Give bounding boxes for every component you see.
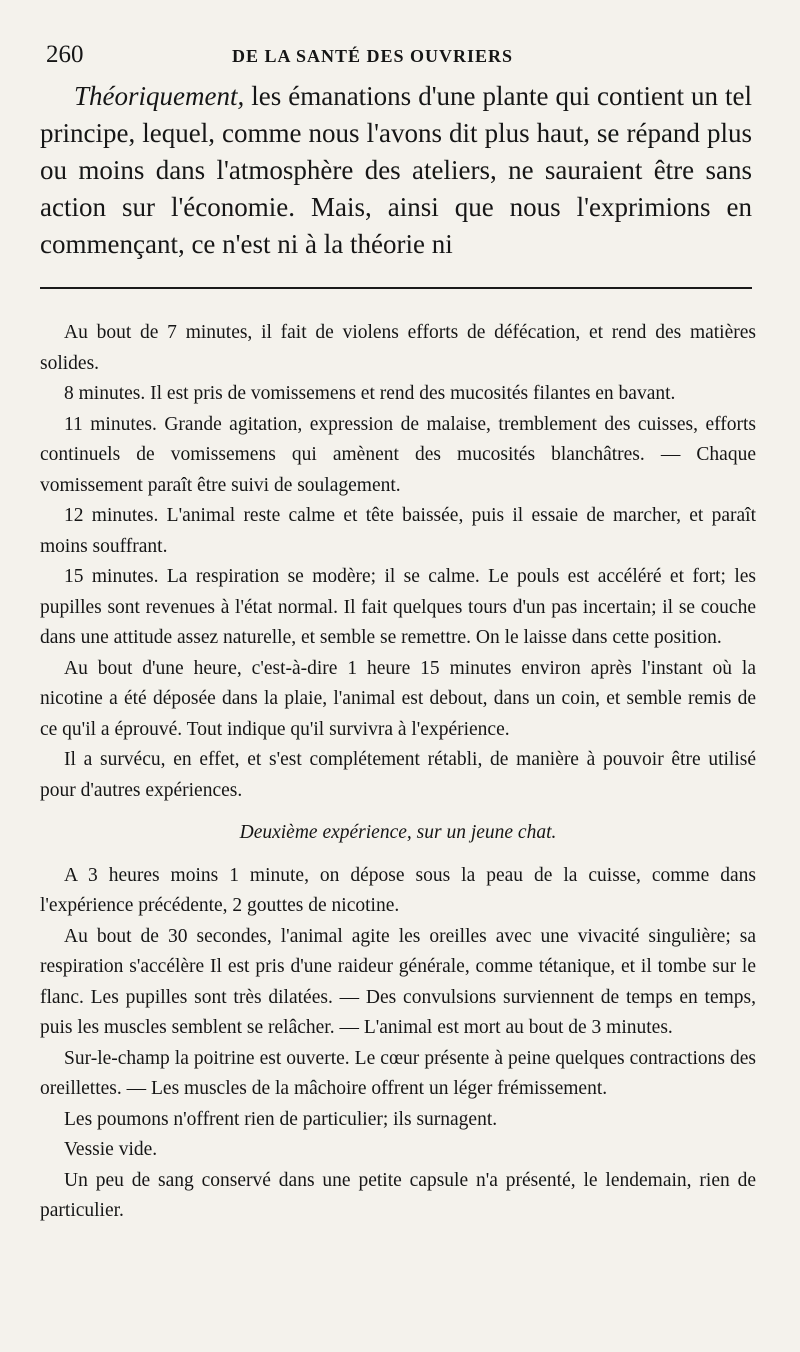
footnote-block: [40, 318, 756, 1227]
footnote-divider: [40, 287, 752, 289]
note-paragraph: Sur-le-champ la poitrine est ouverte. Le cœur présente à peine quelques contractions des oreillettes. — Les muscles de la mâchoire offrent un léger frémissement.: [40, 1047, 756, 1099]
running-title: DE LA SANTÉ DES OUVRIERS: [232, 46, 514, 66]
main-text: [40, 78, 752, 263]
note-paragraph: A 3 heures moins 1 minute, on dépose sous la peau de la cuisse, comme dans l'expérience précédente, 2 gouttes de nicotine.: [40, 864, 756, 916]
page-number: 260: [46, 41, 84, 68]
main-paragraph: [40, 78, 752, 263]
page-header: [46, 40, 756, 70]
note-paragraph: 12 minutes. L'animal reste calme et tête baissée, puis il essaie de marcher, et paraît moins souffrant.: [40, 505, 756, 557]
note-paragraph: Les poumons n'offrent rien de particulier; ils surnagent.: [64, 1108, 498, 1130]
main-paragraph-text: les émanations d'une plante qui contient un tel principe, lequel, comme nous l'avons dit plus haut, se répand plus ou moins dans l'atmosphère des ateliers, ne sauraient être sans action sur l'économie. Mais, ainsi que nous l'exprimions en commençant, ce n'est ni à la théorie ni: [40, 81, 752, 259]
note-paragraph: Vessie vide.: [64, 1139, 158, 1160]
note-paragraph: Il a survécu, en effet, et s'est complétement rétabli, de manière à pouvoir être utilisé pour d'autres expériences.: [40, 749, 756, 801]
experiment-subheading: Deuxième expérience, sur un jeune chat.: [239, 822, 557, 843]
lead-italic-word: Théoriquement,: [74, 81, 245, 111]
note-paragraph: 11 minutes. Grande agitation, expression de malaise, tremblement des cuisses, efforts continuels de vomissemens qui amènent des mucosités blanchâtres. — Chaque vomissement paraît être suivi de soulagement.: [40, 413, 756, 496]
note-paragraph: Un peu de sang conservé dans une petite capsule n'a présenté, le lendemain, rien de particulier.: [40, 1169, 756, 1221]
note-paragraph: Au bout de 30 secondes, l'animal agite les oreilles avec une vivacité singulière; sa respiration s'accélère Il est pris d'une raideur générale, comme tétanique, et il tombe sur le flanc. Les pupilles sont très dilatées. — Des convulsions surviennent de temps en temps, puis les muscles semblent se relâcher. — L'animal est mort au bout de 3 minutes.: [40, 925, 756, 1038]
note-paragraph: Au bout d'une heure, c'est-à-dire 1 heure 15 minutes environ après l'instant où la nicotine a été déposée dans la plaie, l'animal est debout, dans un coin, et semble remis de ce qu'il a éprouvé. Tout indique qu'il survivra à l'expérience.: [40, 657, 756, 740]
note-paragraph: 8 minutes. Il est pris de vomissemens et rend des mucosités filantes en bavant.: [64, 383, 676, 404]
note-paragraph: 15 minutes. La respiration se modère; il se calme. Le pouls est accéléré et fort; les pupilles sont revenues à l'état normal. Il fait quelques tours d'un pas incertain; il se couche dans une attitude assez naturelle, et semble se remettre. On le laisse dans cette position.: [40, 566, 756, 648]
note-paragraph: Au bout de 7 minutes, il fait de violens efforts de défécation, et rend des matières solides.: [40, 322, 756, 374]
